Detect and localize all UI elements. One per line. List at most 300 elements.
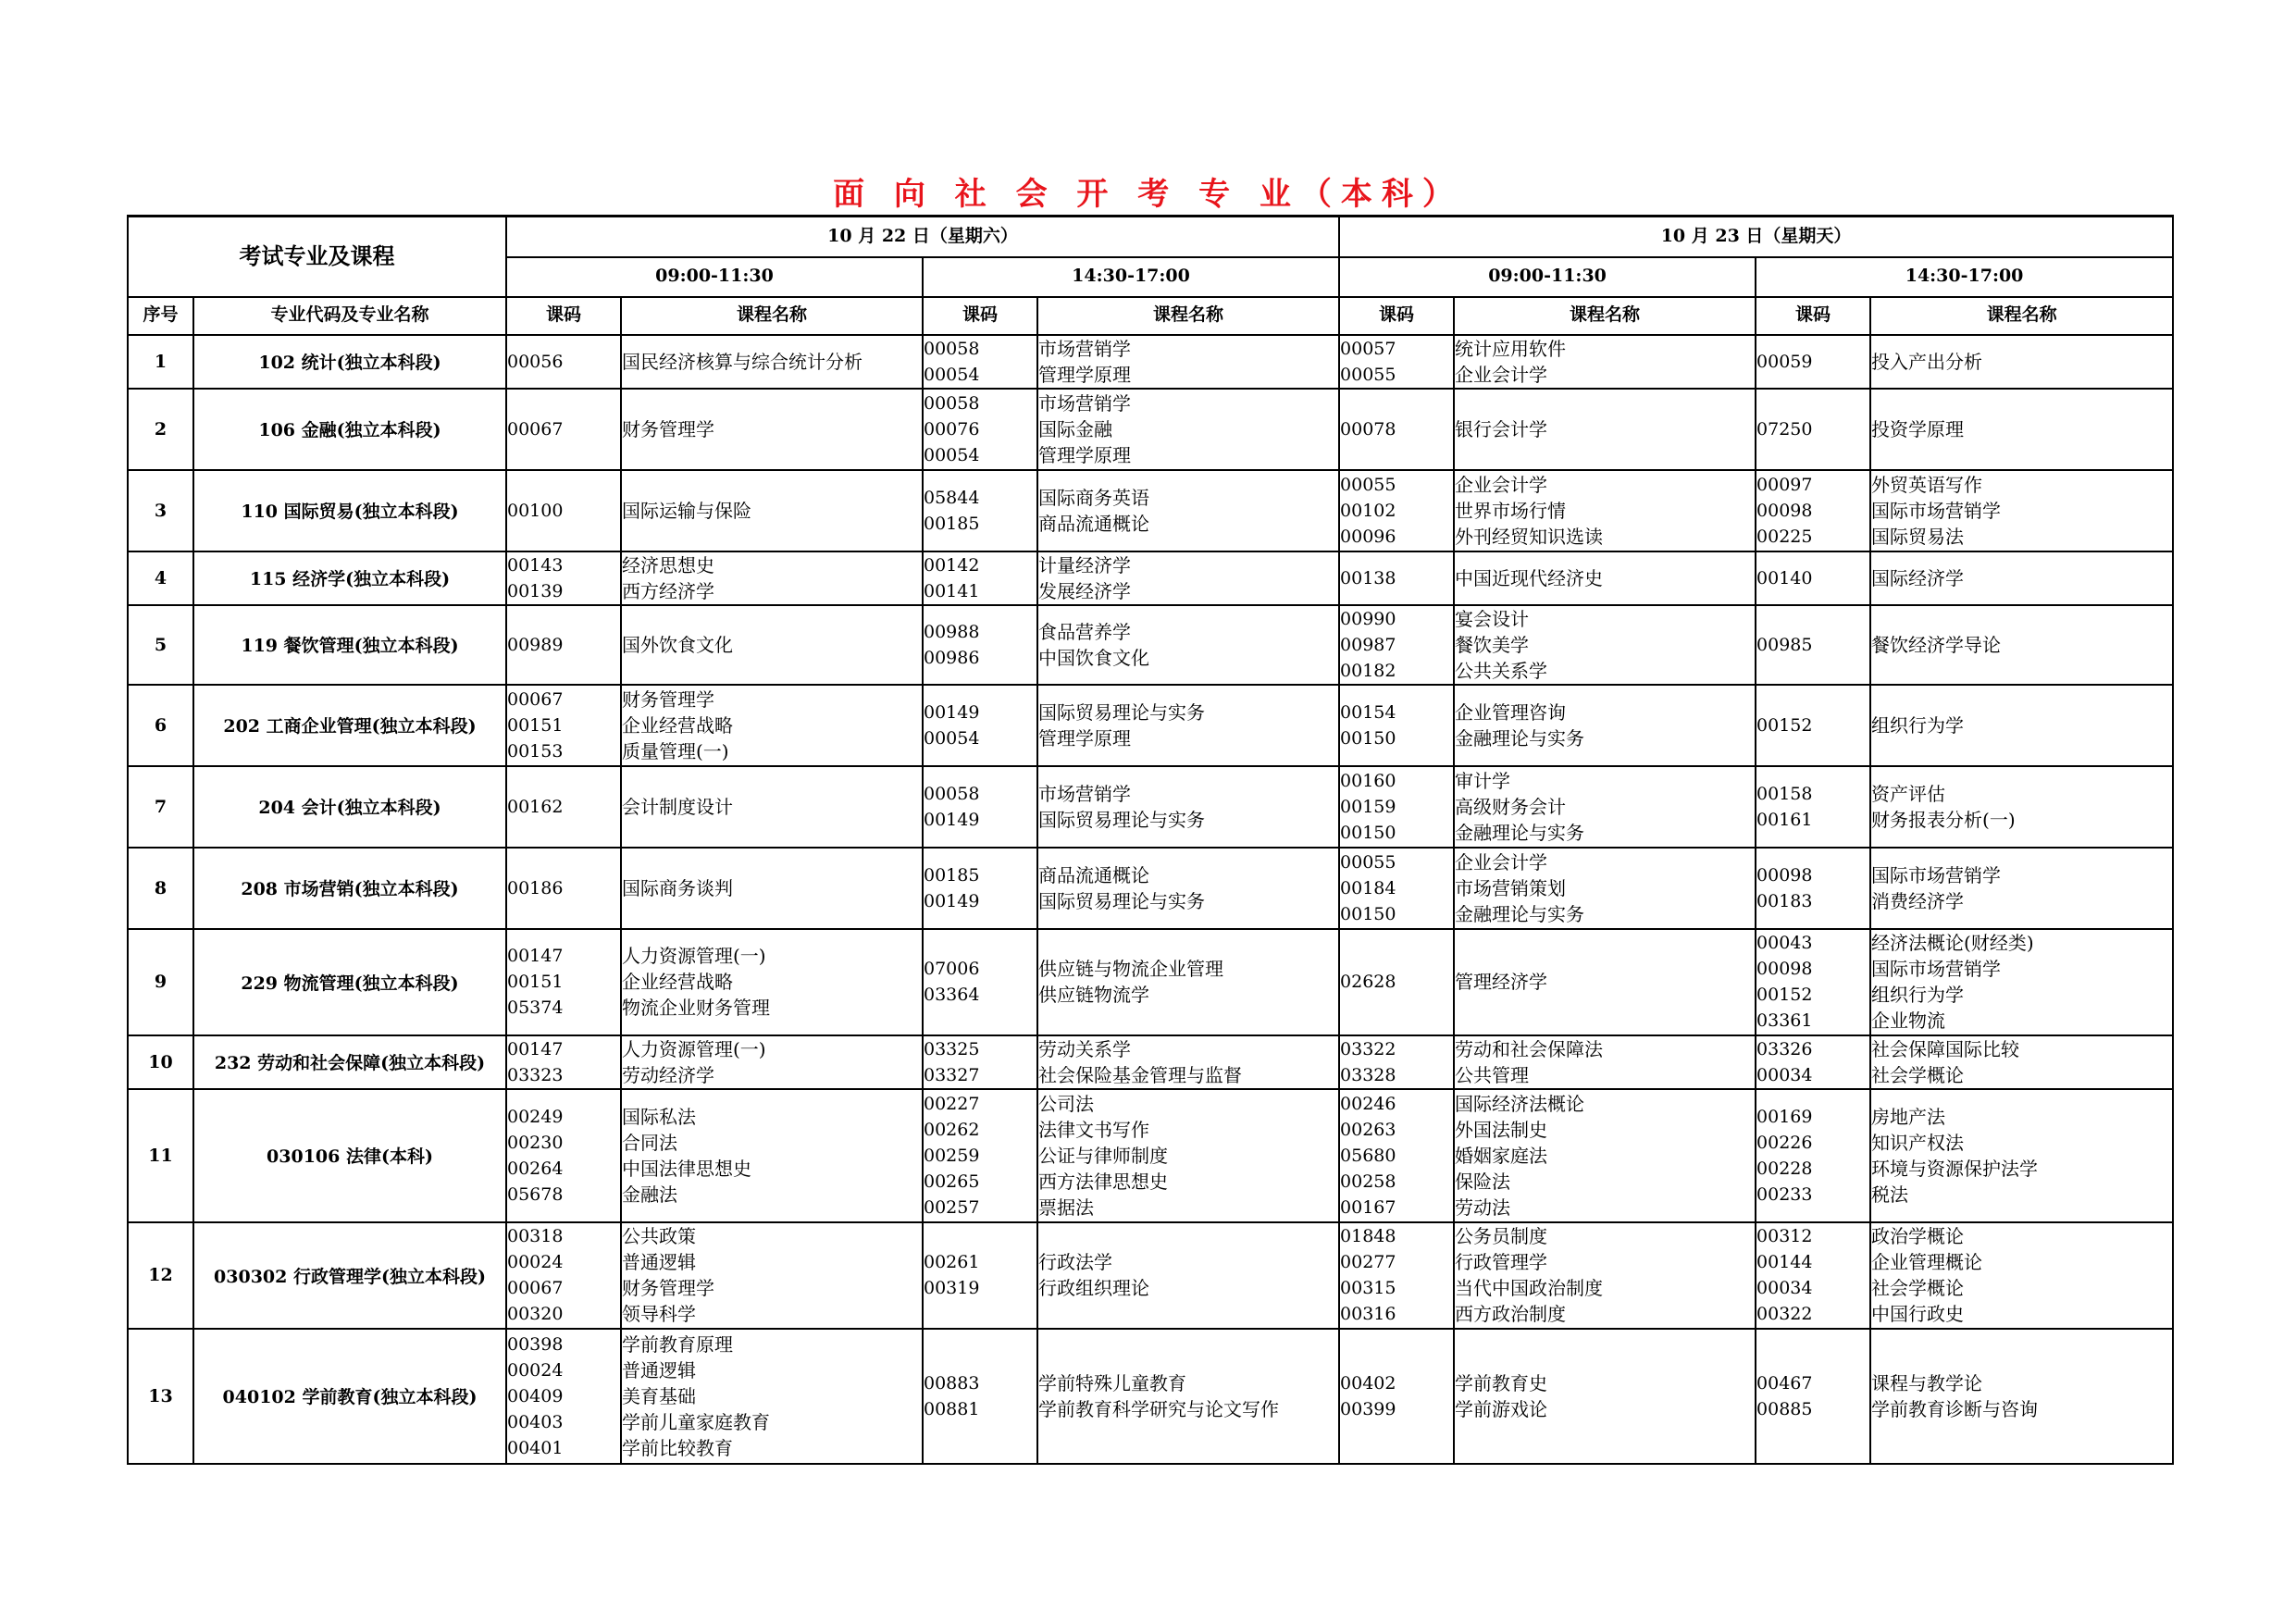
course-codes-cell [1339,1089,1454,1222]
course-name: 国际贸易理论与实务 [1038,700,1205,724]
course-codes-cell [923,848,1037,929]
course-names-cell [621,605,923,685]
course-codes-cell [506,470,621,551]
course-names-cell [1454,929,1756,1035]
course-names-cell [1037,551,1339,605]
course-code: 00312 [1756,1226,1813,1246]
course-code: 00057 [1340,338,1396,359]
course-code: 00320 [507,1304,564,1324]
course-codes-cell [1756,551,1870,605]
row-major: 030302 行政管理学(独立本科段) [193,1222,506,1329]
course-names-cell [621,1035,923,1089]
course-name: 管理学原理 [1038,443,1131,466]
course-names-cell [621,1222,923,1329]
course-name: 世界市场行情 [1455,499,1567,522]
course-names-cell [1870,605,2173,685]
course-codes-cell [506,605,621,685]
course-code: 00098 [1756,864,1813,886]
course-name: 市场营销策划 [1455,876,1567,899]
course-codes-cell [506,1035,621,1089]
course-codes-cell [923,929,1037,1035]
course-names-cell [621,470,923,551]
course-code: 07250 [1756,418,1813,440]
course-code: 00985 [1756,634,1813,655]
course-code: 00409 [507,1385,564,1406]
course-code: 00989 [507,634,564,655]
course-name: 企业管理咨询 [1455,700,1567,724]
course-names-cell [1870,1089,2173,1222]
course-name: 国际商务英语 [1038,486,1149,509]
course-names-cell [1037,685,1339,766]
course-codes-cell [923,766,1037,848]
course-names-cell [621,1329,923,1464]
course-code: 00261 [924,1252,980,1272]
course-name: 中国法律思想史 [622,1157,751,1180]
course-codes-cell [1339,1329,1454,1464]
course-names-cell [621,766,923,848]
course-name: 中国行政史 [1871,1303,1965,1325]
course-code: 00403 [507,1411,564,1432]
course-code: 00990 [1340,608,1396,629]
row-major: 119 餐饮管理(独立本科段) [193,605,506,685]
course-codes-cell [506,685,621,766]
table-row [128,685,2173,766]
table-row [128,335,2173,389]
course-names-cell [1037,766,1339,848]
course-name: 国际贸易理论与实务 [1038,889,1205,912]
course-names-cell [1870,389,2173,470]
course-name: 国际金融 [1038,417,1112,440]
course-name: 金融理论与实务 [1455,726,1585,750]
col-header-code: 课码 [1756,297,1870,335]
course-code: 00246 [1340,1093,1396,1114]
course-names-cell [1870,766,2173,848]
course-code: 03361 [1756,1010,1813,1031]
course-name: 消费经济学 [1871,889,1965,912]
table-row [128,1329,2173,1464]
course-code: 00054 [924,364,980,385]
course-name: 票据法 [1038,1196,1094,1219]
row-major: 110 国际贸易(独立本科段) [193,470,506,551]
course-codes-cell [923,1222,1037,1329]
course-code: 00102 [1340,500,1396,521]
course-names-cell [1454,1035,1756,1089]
course-code: 00096 [1340,526,1396,547]
course-names-cell [621,1089,923,1222]
course-code: 00259 [924,1145,980,1166]
course-name: 劳动法 [1455,1196,1511,1219]
course-codes-cell [923,389,1037,470]
course-names-cell [1454,766,1756,848]
course-name: 供应链与物流企业管理 [1038,958,1223,980]
course-name: 企业会计学 [1455,850,1548,873]
course-codes-cell [1756,1329,1870,1464]
course-code: 00322 [1756,1304,1813,1324]
course-name: 金融法 [622,1183,677,1206]
course-code: 00233 [1756,1183,1813,1205]
course-code: 03328 [1340,1064,1396,1085]
course-name: 投入产出分析 [1871,350,1983,373]
header-day2-afternoon: 14:30-17:00 [1756,257,2173,297]
course-name: 社会学概论 [1871,1063,1965,1086]
course-names-cell [621,551,923,605]
course-codes-cell [923,335,1037,389]
course-codes-cell [506,1222,621,1329]
course-code: 00265 [924,1171,980,1192]
course-code: 00141 [924,580,980,601]
table-row [128,389,2173,470]
row-seq: 4 [128,551,193,605]
course-code: 00143 [507,554,564,576]
course-name: 经济思想史 [622,553,714,576]
course-code: 00186 [507,877,564,898]
course-code: 00467 [1756,1372,1813,1394]
course-name: 金融理论与实务 [1455,902,1585,925]
course-name: 公共关系学 [1455,659,1548,682]
course-name: 金融理论与实务 [1455,821,1585,844]
course-code: 00097 [1756,474,1813,495]
course-name: 知识产权法 [1871,1131,1965,1154]
row-seq: 5 [128,605,193,685]
row-major: 229 物流管理(独立本科段) [193,929,506,1035]
course-name: 行政管理学 [1455,1251,1548,1273]
course-code: 00227 [924,1093,980,1114]
course-name: 社会学概论 [1871,1277,1965,1299]
course-names-cell [1454,1222,1756,1329]
course-codes-cell [923,470,1037,551]
course-codes-cell [1756,605,1870,685]
course-name: 课程与教学论 [1871,1371,1983,1394]
course-code: 00056 [507,351,564,372]
row-seq: 13 [128,1329,193,1464]
course-name: 计量经济学 [1038,553,1131,576]
course-codes-cell [506,1089,621,1222]
course-code: 05678 [507,1183,564,1205]
course-name: 房地产法 [1871,1105,1946,1128]
course-name: 物流企业财务管理 [622,997,770,1019]
course-code: 00139 [507,580,564,601]
course-names-cell [1454,685,1756,766]
course-names-cell [1870,1035,2173,1089]
course-name: 发展经济学 [1038,579,1131,602]
course-name: 管理学原理 [1038,363,1131,386]
course-name: 餐饮美学 [1455,633,1530,656]
course-code: 00140 [1756,567,1813,588]
course-name: 财务管理学 [622,417,714,440]
row-seq: 6 [128,685,193,766]
course-code: 00318 [507,1226,564,1246]
course-name: 国外饮食文化 [622,633,733,656]
col-header-course-name: 课程名称 [1037,297,1339,335]
course-code: 00398 [507,1333,564,1355]
course-name: 保险法 [1455,1170,1511,1193]
header-day2-morning: 09:00-11:30 [1339,257,1756,297]
row-seq: 1 [128,335,193,389]
course-name: 国际经济法概论 [1455,1092,1585,1115]
course-code: 00263 [1340,1119,1396,1140]
course-code: 00058 [924,338,980,359]
course-name: 统计应用软件 [1455,337,1567,360]
course-name: 企业会计学 [1455,363,1548,386]
course-code: 00183 [1756,890,1813,911]
col-header-code: 课码 [506,297,621,335]
course-codes-cell [1339,685,1454,766]
course-code: 00054 [924,727,980,749]
course-code: 00160 [1340,770,1396,791]
course-names-cell [1454,1089,1756,1222]
course-name: 普通逻辑 [622,1251,696,1273]
course-code: 00024 [507,1359,564,1381]
course-code: 00988 [924,621,980,642]
course-name: 供应链物流学 [1038,984,1149,1006]
course-code: 00150 [1340,822,1396,843]
row-seq: 3 [128,470,193,551]
course-codes-cell [1339,929,1454,1035]
course-code: 00399 [1340,1398,1396,1419]
course-code: 00055 [1340,851,1396,873]
course-names-cell [1454,470,1756,551]
course-names-cell [1870,1329,2173,1464]
course-codes-cell [1756,389,1870,470]
course-code: 00225 [1756,526,1813,547]
course-names-cell [1037,848,1339,929]
table-row [128,848,2173,929]
course-code: 05374 [507,997,564,1018]
col-header-code: 课码 [923,297,1037,335]
course-names-cell [1037,470,1339,551]
course-code: 00076 [924,418,980,440]
course-name: 税法 [1871,1183,1909,1206]
course-name: 国际市场营销学 [1871,499,2002,522]
course-code: 00319 [924,1278,980,1298]
course-code: 00264 [507,1158,564,1179]
course-name: 会计制度设计 [622,795,733,818]
course-name: 婚姻家庭法 [1455,1144,1548,1167]
header-day2: 10 月 23 日（星期天） [1339,217,2173,257]
course-name: 国际私法 [622,1105,696,1128]
header-day1-afternoon: 14:30-17:00 [923,257,1339,297]
course-codes-cell [506,929,621,1035]
course-code: 00184 [1340,877,1396,898]
course-code: 00158 [1756,783,1813,804]
course-names-cell [1870,1222,2173,1329]
course-name: 银行会计学 [1455,417,1548,440]
course-code: 00150 [1340,903,1396,924]
course-code: 00100 [507,500,564,521]
course-name: 企业管理概论 [1871,1251,1983,1273]
course-name: 学前教育史 [1455,1371,1548,1394]
course-code: 00257 [924,1196,980,1218]
course-code: 00024 [507,1252,564,1272]
course-code: 00149 [924,890,980,911]
course-name: 外刊经贸知识选读 [1455,525,1604,548]
course-name: 公司法 [1038,1092,1094,1115]
course-name: 外国法制史 [1455,1118,1548,1141]
exam-schedule-table [127,215,2174,1465]
course-names-cell [1454,335,1756,389]
course-name: 财务报表分析(一) [1871,808,2016,831]
table-row [128,1222,2173,1329]
course-name: 合同法 [622,1131,677,1154]
course-codes-cell [1756,1035,1870,1089]
course-name: 管理学原理 [1038,726,1131,750]
row-major: 030106 法律(本科) [193,1089,506,1222]
course-names-cell [621,335,923,389]
course-name: 宴会设计 [1455,607,1530,630]
course-name: 企业物流 [1871,1010,1946,1032]
course-code: 00147 [507,1038,564,1059]
course-code: 00142 [924,554,980,576]
course-code: 00152 [1756,714,1813,736]
course-names-cell [621,685,923,766]
course-name: 政治学概论 [1871,1225,1965,1247]
course-names-cell [621,929,923,1035]
course-code: 01848 [1340,1226,1396,1246]
course-code: 00055 [1340,364,1396,385]
course-code: 00986 [924,647,980,668]
course-name: 行政组织理论 [1038,1277,1149,1299]
course-name: 国际贸易法 [1871,525,1965,548]
course-code: 00230 [507,1132,564,1153]
page-title: 面 向 社 会 开 考 专 业（本科） [833,176,1463,213]
course-name: 资产评估 [1871,782,1946,805]
course-code: 00249 [507,1106,564,1127]
col-header-major: 专业代码及专业名称 [193,297,506,335]
course-codes-cell [506,335,621,389]
course-name: 企业经营战略 [622,971,733,993]
course-code: 00043 [1756,933,1813,953]
course-code: 00162 [507,796,564,817]
course-code: 00078 [1340,418,1396,440]
course-code: 00987 [1340,634,1396,655]
course-names-cell [1454,389,1756,470]
course-code: 00161 [1756,809,1813,830]
course-names-cell [1870,551,2173,605]
course-code: 00258 [1340,1171,1396,1192]
course-name: 学前教育原理 [622,1332,733,1356]
course-name: 社会保障国际比较 [1871,1037,2020,1060]
course-codes-cell [1756,685,1870,766]
course-code: 00159 [1340,796,1396,817]
row-major: 040102 学前教育(独立本科段) [193,1329,506,1464]
course-name: 市场营销学 [1038,782,1131,805]
course-name: 领导科学 [622,1303,696,1325]
row-major: 232 劳动和社会保障(独立本科段) [193,1035,506,1089]
col-header-code: 课码 [1339,297,1454,335]
course-codes-cell [923,1035,1037,1089]
course-code: 03327 [924,1064,980,1085]
course-code: 00885 [1756,1398,1813,1419]
course-name: 人力资源管理(一) [622,945,766,967]
course-name: 食品营养学 [1038,620,1131,643]
course-name: 环境与资源保护法学 [1871,1157,2039,1180]
course-name: 公共政策 [622,1225,696,1247]
course-code: 00316 [1340,1304,1396,1324]
course-name: 国民经济核算与综合统计分析 [622,350,863,373]
course-codes-cell [1339,766,1454,848]
course-name: 学前儿童家庭教育 [622,1410,770,1433]
course-code: 00067 [507,1278,564,1298]
course-codes-cell [1756,1089,1870,1222]
course-code: 07006 [924,959,980,979]
row-major: 202 工商企业管理(独立本科段) [193,685,506,766]
course-codes-cell [506,1329,621,1464]
course-name: 公务员制度 [1455,1225,1548,1247]
course-code: 00059 [1756,351,1813,372]
course-names-cell [1454,848,1756,929]
course-name: 组织行为学 [1871,984,1965,1006]
course-names-cell [1454,551,1756,605]
header-day1: 10 月 22 日（星期六） [506,217,1339,257]
course-code: 00054 [924,444,980,465]
row-seq: 2 [128,389,193,470]
course-code: 00147 [507,946,564,966]
course-name: 学前特殊儿童教育 [1038,1371,1186,1394]
course-name: 审计学 [1455,769,1511,792]
course-name: 国际市场营销学 [1871,863,2002,886]
course-code: 00185 [924,513,980,534]
course-name: 国际商务谈判 [622,876,733,899]
course-codes-cell [506,848,621,929]
col-header-course-name: 课程名称 [1454,297,1756,335]
course-code: 05680 [1340,1145,1396,1166]
course-code: 00277 [1340,1252,1396,1272]
course-name: 当代中国政治制度 [1455,1277,1604,1299]
course-code: 00262 [924,1119,980,1140]
course-codes-cell [923,685,1037,766]
course-names-cell [1870,929,2173,1035]
table-row [128,766,2173,848]
course-name: 国际运输与保险 [622,499,751,522]
course-names-cell [1037,605,1339,685]
course-code: 00034 [1756,1064,1813,1085]
course-codes-cell [1339,470,1454,551]
course-name: 商品流通概论 [1038,863,1149,886]
course-names-cell [1870,335,2173,389]
course-name: 国际市场营销学 [1871,958,2002,980]
course-name: 经济法概论(财经类) [1871,932,2034,954]
course-codes-cell [1756,848,1870,929]
course-code: 03322 [1340,1038,1396,1059]
course-name: 市场营销学 [1038,391,1131,415]
course-codes-cell [1339,551,1454,605]
course-code: 00228 [1756,1158,1813,1179]
row-major: 106 金融(独立本科段) [193,389,506,470]
course-name: 学前比较教育 [622,1436,733,1459]
course-code: 00149 [924,701,980,723]
course-name: 美育基础 [622,1384,696,1407]
course-name: 学前教育诊断与咨询 [1871,1397,2039,1420]
course-name: 公共管理 [1455,1063,1530,1086]
row-major: 204 会计(独立本科段) [193,766,506,848]
course-name: 组织行为学 [1871,713,1965,737]
col-header-course-name: 课程名称 [621,297,923,335]
row-seq: 12 [128,1222,193,1329]
row-seq: 10 [128,1035,193,1089]
course-code: 00144 [1756,1252,1813,1272]
course-code: 00098 [1756,500,1813,521]
course-code: 00169 [1756,1106,1813,1127]
row-major: 208 市场营销(独立本科段) [193,848,506,929]
course-code: 00149 [924,809,980,830]
row-major: 102 统计(独立本科段) [193,335,506,389]
course-codes-cell [923,1089,1037,1222]
course-names-cell [1037,929,1339,1035]
course-code: 00055 [1340,474,1396,495]
course-code: 03364 [924,985,980,1005]
course-code: 02628 [1340,972,1396,992]
course-codes-cell [1339,1222,1454,1329]
